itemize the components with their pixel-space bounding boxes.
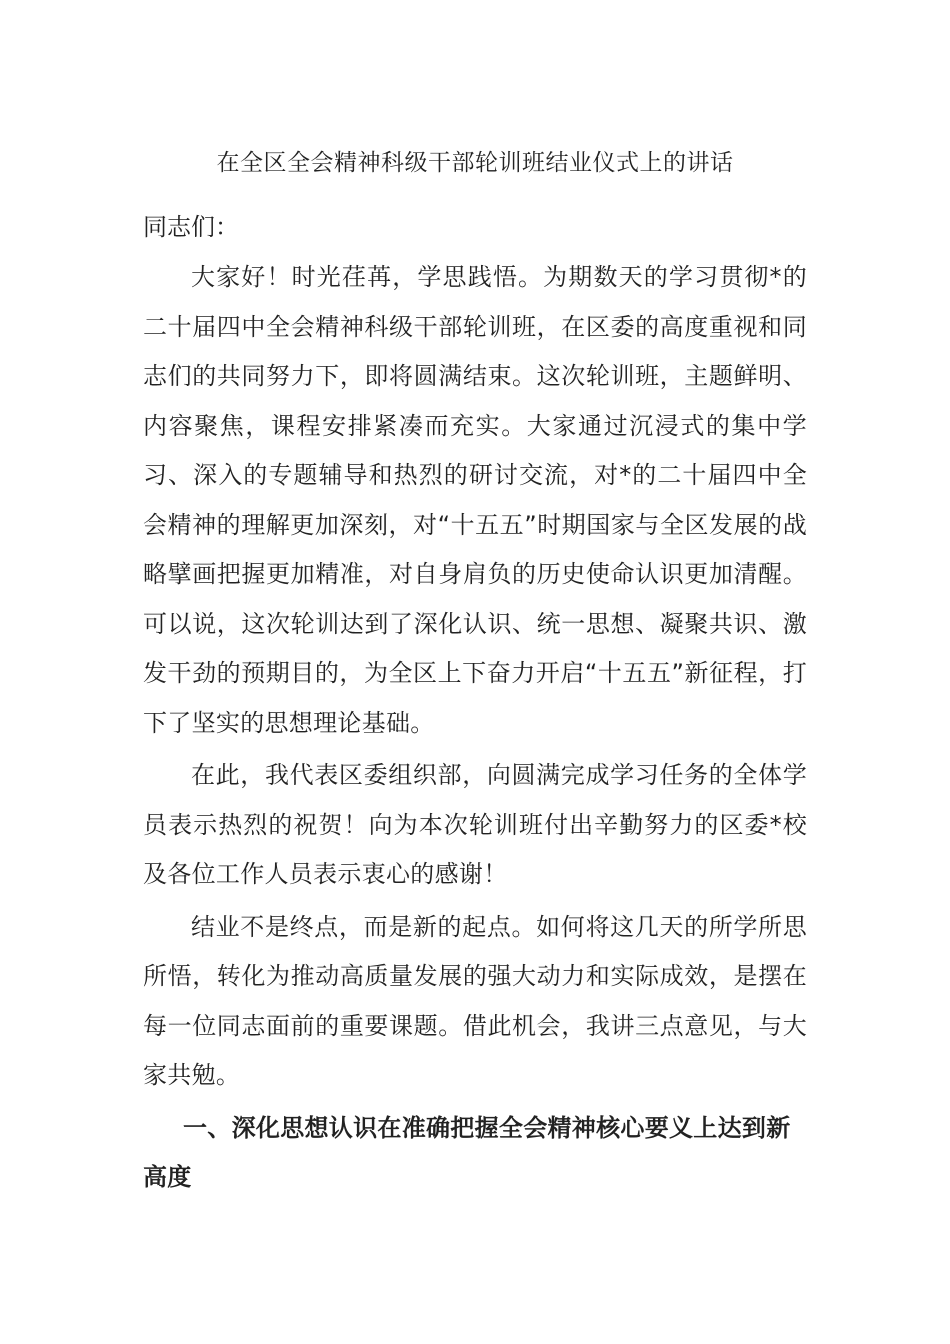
document-title: 在全区全会精神科级干部轮训班结业仪式上的讲话 (216, 150, 734, 176)
paragraph-thanks: 在此，我代表区委组织部，向圆满完成学习任务的全体学员表示热烈的祝贺！向为本次轮训班付出辛勤努力的区委*校及各位工作人员表示衷心的感谢！ (143, 761, 807, 888)
paragraph-transition: 结业不是终点，而是新的起点。如何将这几天的所学所思所悟，转化为推动高质量发展的强大动力和实际成效，是摆在每一位同志面前的重要课题。借此机会，我讲三点意见，与大家共勉。 (143, 912, 807, 1089)
section-heading-1: 一、深化思想认识在准确把握全会精神核心要义上达到新高度 (143, 1113, 791, 1191)
salutation: 同志们： (143, 213, 239, 241)
paragraph-opening: 大家好！时光荏苒，学思践悟。为期数天的学习贯彻*的二十届四中全会精神科级干部轮训班，在区委的高度重视和同志们的共同努力下，即将圆满结束。这次轮训班，主题鲜明、内容聚焦，课程安排紧凑而充实。大家通过沉浸式的集中学习、深入的专题辅导和热烈的研讨交流，对*的二十届四中全会精神的理解更加深刻，对“十五五”时期国家与全区发展的战略擘画把握更加精准，对自身肩负的历史使命认识更加清醒。可以说，这次轮训达到了深化认识、统一思想、凝聚共识、激发干劲的预期目的，为全区上下奋力开启“十五五”新征程，打下了坚实的思想理论基础。 (143, 263, 807, 737)
document-body (143, 253, 807, 1203)
